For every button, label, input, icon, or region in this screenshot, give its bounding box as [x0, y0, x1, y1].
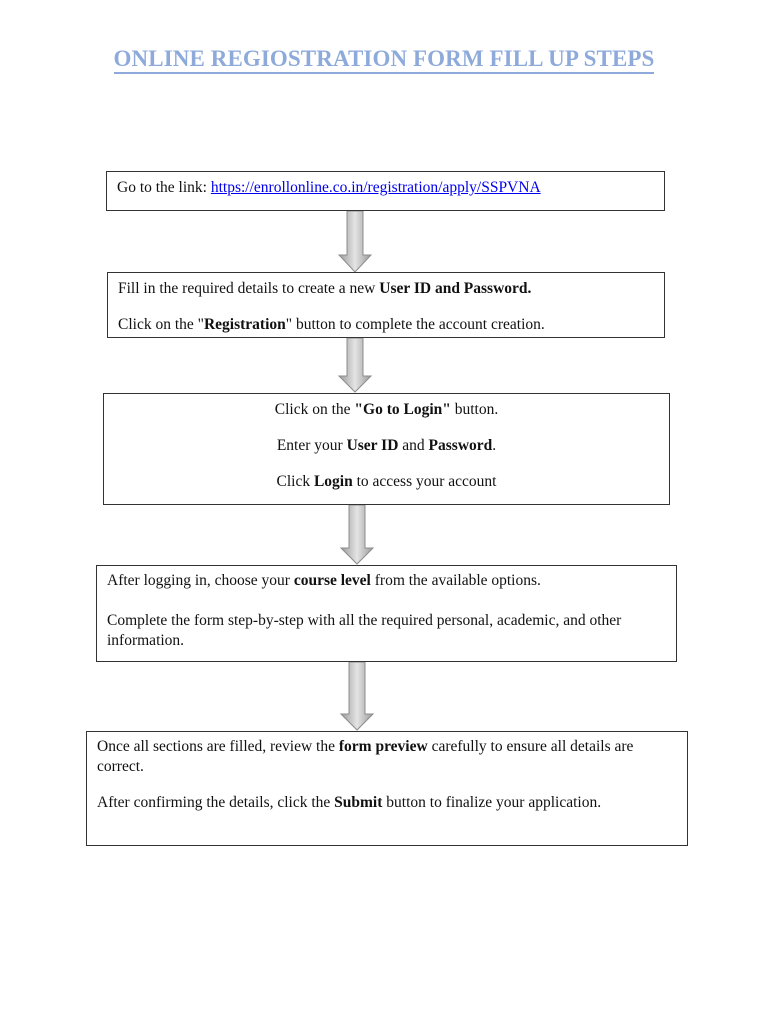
step-3-text: Click	[276, 473, 314, 490]
step-5-text: button to finalize your application.	[382, 794, 602, 811]
step-3-text: Click on the	[274, 401, 355, 418]
step-5-box	[86, 731, 688, 846]
step-2-box	[107, 272, 665, 338]
step-3-text: .	[492, 437, 497, 454]
down-arrow-icon	[338, 338, 372, 393]
step-5-bold-submit: Submit	[334, 794, 383, 811]
step-3-text: and	[398, 437, 429, 454]
step-5-bold-form-preview: form preview	[338, 738, 428, 755]
step-4-box	[96, 565, 677, 662]
down-arrow-icon	[340, 662, 374, 731]
step-2-line-2	[118, 315, 654, 335]
step-2-text: Fill in the required details to create a new	[118, 280, 380, 297]
step-5-text: carefully to ensure all details are correct.	[97, 738, 634, 775]
step-5-text: Once all sections are filled, review the	[97, 738, 339, 755]
step-3-line-2	[114, 436, 659, 456]
page-title-text: ONLINE REGIOSTRATION FORM FILL UP STEPS	[114, 46, 655, 74]
step-1-box	[106, 171, 665, 211]
step-4-text: After logging in, choose your	[107, 572, 294, 589]
step-4-text: from the available options.	[370, 572, 541, 589]
step-5-line-2	[97, 793, 677, 813]
step-3-bold-go-to-login: "Go to Login"	[354, 401, 451, 418]
step-3-bold-password: Password	[428, 437, 493, 454]
step-3-text: button.	[450, 401, 499, 418]
step-1-prefix: Go to the link:	[117, 179, 211, 196]
step-2-bold-userid: User ID and Password.	[379, 280, 532, 297]
down-arrow-icon	[340, 505, 374, 565]
step-3-bold-login: Login	[313, 473, 353, 490]
step-4-line-2: Complete the form step-by-step with all the required personal, academic, and other information.	[107, 612, 622, 649]
step-3-text: Enter your	[276, 437, 347, 454]
step-3-bold-userid: User ID	[346, 437, 399, 454]
step-3-text: to access your account	[352, 473, 497, 490]
step-5-line-1	[97, 737, 677, 777]
step-2-bold-registration: Registration	[203, 316, 286, 333]
step-3-box	[103, 393, 670, 505]
step-2-text: Click on the "	[118, 316, 204, 333]
step-5-text: After confirming the details, click the	[97, 794, 335, 811]
step-4-line-1	[107, 571, 666, 591]
step-3-line-1	[114, 400, 659, 420]
registration-link[interactable]: https://enrollonline.co.in/registration/apply/SSPVNA	[210, 179, 541, 196]
page-title	[0, 46, 768, 72]
step-2-line-1	[118, 279, 654, 299]
step-4-bold-course-level: course level	[293, 572, 371, 589]
down-arrow-icon	[338, 211, 372, 273]
step-1-text	[117, 178, 654, 198]
step-3-line-3	[114, 472, 659, 492]
step-2-text: " button to complete the account creation.	[285, 316, 545, 333]
